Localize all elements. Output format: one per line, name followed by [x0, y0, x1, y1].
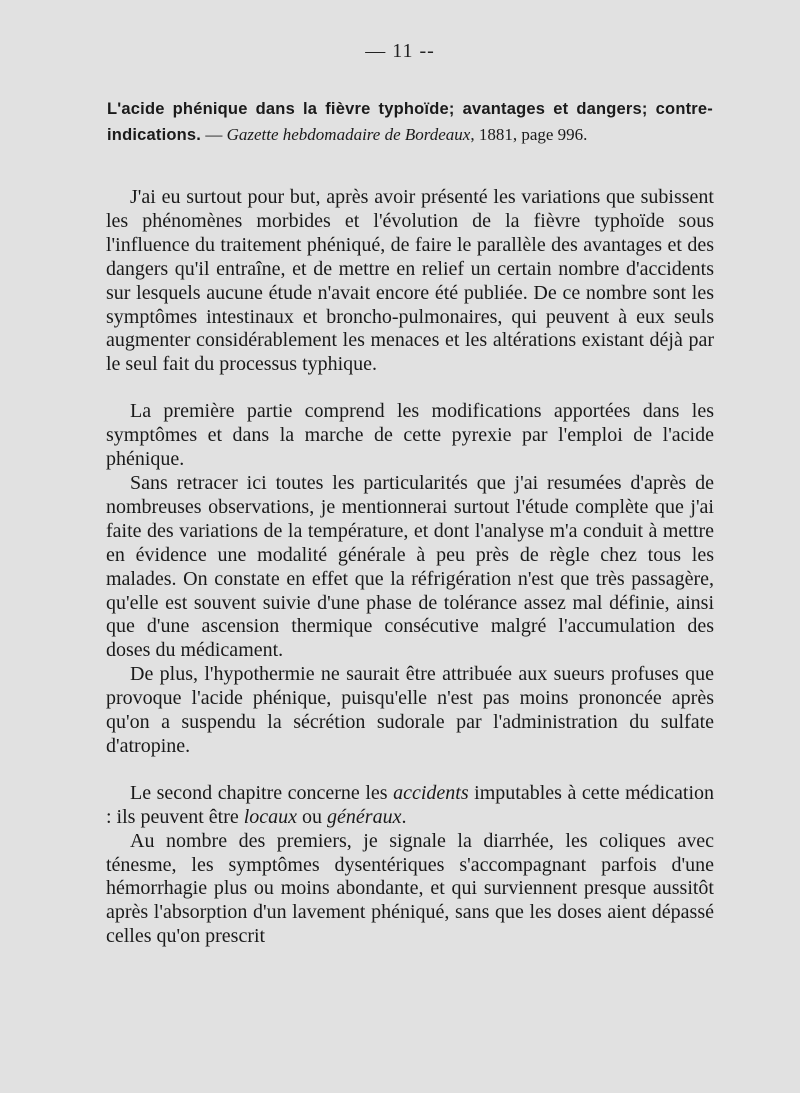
citation-details: , 1881, page 996. [470, 125, 588, 144]
paragraph-1: J'ai eu surtout pour but, après avoir présenté les variations que subissent les phénomènes morbides et l'évolution de la fièvre typhoïde sous l'influence du traitement phéniqué, de faire le parallèle des avantages et des dangers qu'il entraîne, et de mettre en relief un certain nombre d'accidents sur lesquels aucune étude n'avait encore été publiée. De ce nombre sont les symptômes intestinaux et broncho-pulmonaires, qui peuvent à eux seuls augmenter considérablement les menaces et les altérations existant déjà par le seul fait du processus typhique. [106, 186, 714, 376]
paragraph-3: Sans retracer ici toutes les particularités que j'ai resumées d'après de nombreuses observations, je mentionnerai surtout l'étude complète que j'ai faite des variations de la température, et dont l'analyse m'a conduit à mettre en évidence une modalité générale à peu près de règle chez tous les malades. On constate en effet que la réfrigération n'est que très passagère, qu'elle est souvent suivie d'une phase de tolérance assez mal définie, ainsi que d'une ascension thermique consécutive malgré l'accumulation des doses du médicament. [106, 471, 714, 662]
p5-text-1: Le second chapitre concerne les [130, 781, 394, 804]
p5-emphasis-locaux: locaux [243, 805, 298, 828]
journal-name: Gazette hebdomadaire de Bordeaux [226, 125, 471, 144]
p5-text-4: . [401, 805, 407, 828]
paragraph-5 [106, 782, 714, 830]
paragraph-6: Au nombre des premiers, je signale la diarrhée, les coliques avec ténesme, les symptômes dysentériques s'accompagnant parfois d'une hémorrhagie plus ou moins abondante, et qui surviennent presque aussitôt après l'absorption d'un lavement phéniqué, sans que les doses aient dépassé celles qu'on prescrit [106, 829, 714, 948]
p5-text-2: imputables à cette médication : ils peuvent être [106, 781, 714, 828]
p5-emphasis-accidents: accidents [393, 781, 469, 804]
paragraph-2: La première partie comprend les modifications apportées dans les symptômes et dans la marche de cette pyrexie par l'emploi de l'acide phénique. [106, 400, 714, 471]
page-number: — 11 -- [365, 40, 435, 62]
article-title: L'acide phénique dans la fièvre typhoïde; avantages et dangers; contre-indications. [107, 100, 713, 144]
body-text [106, 186, 714, 949]
p5-text-3: ou [297, 805, 328, 828]
article-header [107, 96, 713, 148]
paragraph-4: De plus, l'hypothermie ne saurait être attribuée aux sueurs profuses que provoque l'acide phénique, puisqu'elle n'est pas moins prononcée après qu'on a suspendu la sécrétion sudorale par l'administration du sulfate d'atropine. [106, 663, 714, 757]
title-dash: — [201, 125, 227, 144]
p5-emphasis-generaux: généraux [327, 805, 402, 828]
